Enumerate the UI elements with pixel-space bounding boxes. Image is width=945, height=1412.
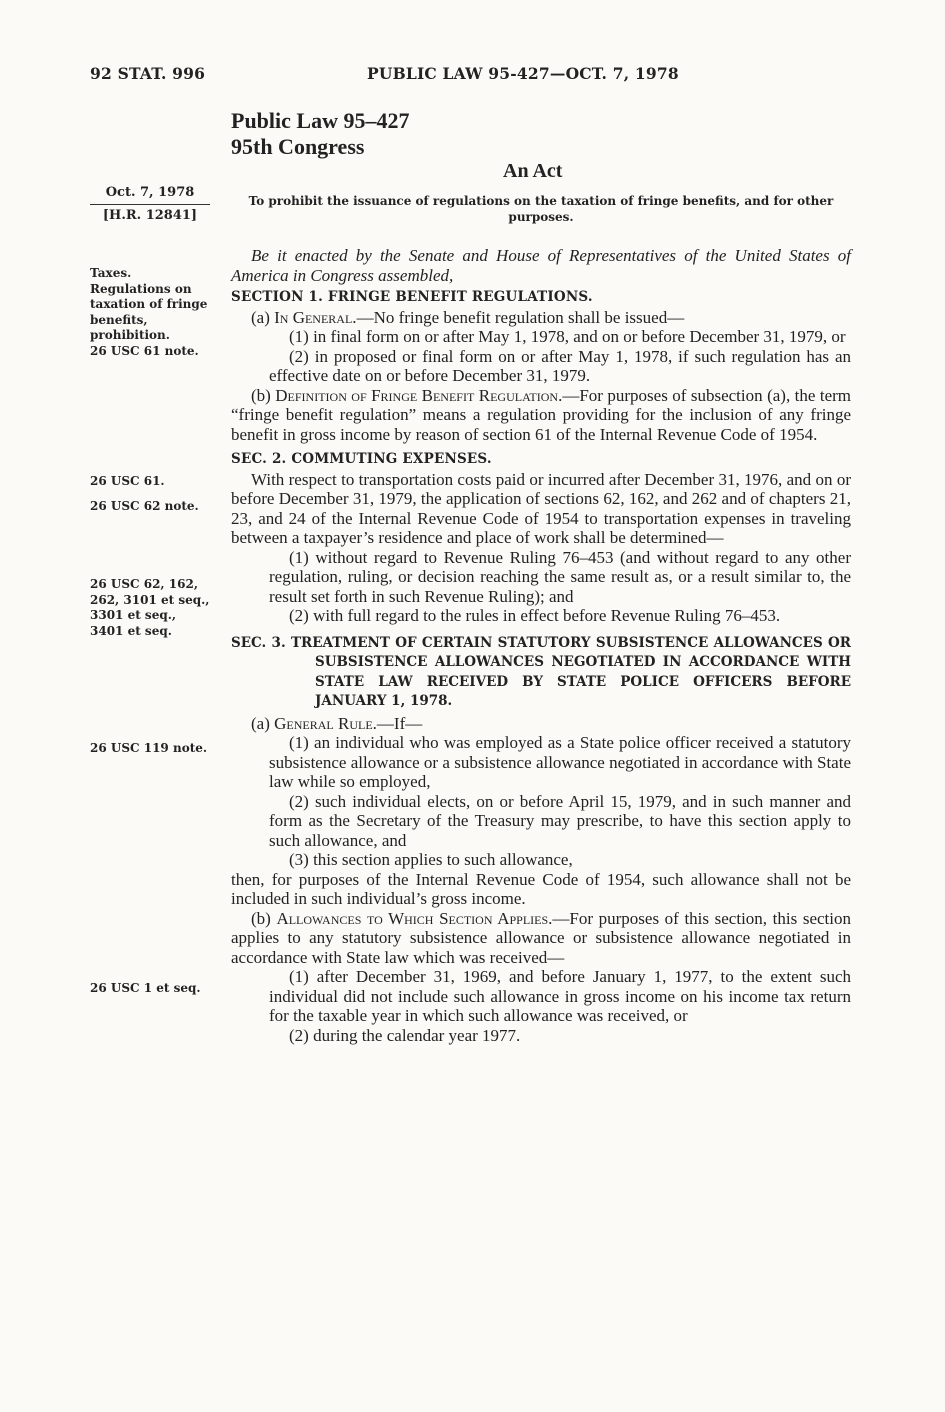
sec3-a-para-3: (3) this section applies to such allowance, — [289, 850, 573, 869]
bill-number: [H.R. 12841] — [102, 208, 198, 223]
sec1-a-para-2: (2) in proposed or final form on or after May 1, 1978, if such regulation has an effective date on or before December 31, 1979. — [269, 346, 851, 385]
margin-note-26usc62: 26 USC 62 note. — [90, 499, 199, 513]
margin-note: benefits, — [90, 312, 148, 327]
sec1-a-para-1: (1) in final form on or after May 1, 1978, and on or before December 31, 1979, or — [289, 327, 846, 346]
sec3-b-para-2: (2) during the calendar year 1977. — [289, 1025, 521, 1045]
running-head: PUBLIC LAW 95-427—OCT. 7, 1978 — [367, 64, 679, 83]
margin-note-26usc61: 26 USC 61. — [90, 474, 165, 488]
section-1-heading: SECTION 1. FRINGE BENEFIT REGULATIONS. — [231, 289, 593, 305]
page-stat-number: 92 STAT. 996 — [90, 64, 206, 83]
margin-note: 26 USC 61 note. — [90, 343, 199, 358]
section-3-heading: SEC. 3. TREATMENT OF CERTAIN STATUTORY SUBSISTENCE ALLOWANCES OR SUBSISTENCE ALLOWANCES NEGOTIATED IN ACCORDANCE WITH STATE LAW RECEIVED BY STATE POLICE OFFICERS BEFORE JANUARY 1, 1978. — [231, 634, 851, 709]
law-number: Public Law 95–427 — [231, 108, 410, 133]
margin-note: 3301 et seq., — [90, 608, 177, 622]
sec3-then-clause: then, for purposes of the Internal Revenue Code of 1954, such allowance shall not be included in such individual’s gross income. — [231, 869, 851, 908]
act-heading: An Act — [503, 160, 563, 182]
sec3-subsection-b: (b) Allowances to Which Section Applies.—For purposes of this section, this section applies to any statutory subsistence allowance or subsistence allowance negotiated in accordance with State law which was received— — [231, 908, 851, 967]
sec3-a-para-2: (2) such individual elects, on or before April 15, 1979, and in such manner and form as the Secretary of the Treasury may prescribe, to have this section apply to such allowance, and — [269, 791, 851, 850]
date-rule — [90, 204, 210, 205]
sec3-b-para-1: (1) after December 31, 1969, and before January 1, 1977, to the extent such individual did not include such allowance in gross income on his income tax return for the taxable year in which such allowance was received, or — [269, 967, 851, 1025]
sec3-a-para-1: (1) an individual who was employed as a State police officer received a statutory subsistence allowance or a subsistence allowance negotiated in accordance with State law while so employed, — [269, 733, 851, 791]
sec1-subsection-b: (b) Definition of Fringe Benefit Regulation.—For purposes of subsection (a), the term “fringe benefit regulation” means a regulation providing for the inclusion of any fringe benefit in gross income by reason of section 61 of the Internal Revenue Code of 1954. — [231, 385, 851, 444]
congress: 95th Congress — [231, 134, 365, 159]
sec1-subsection-a: (a) In General.—No fringe benefit regulation shall be issued— — [251, 307, 685, 327]
margin-note-26usc1: 26 USC 1 et seq. — [90, 981, 201, 995]
margin-note: 26 USC 62, 162, — [90, 577, 199, 591]
enacting-clause: Be it enacted by the Senate and House of Representatives of the United States of America in Congress assembled, — [231, 246, 851, 285]
margin-note: 3401 et seq. — [90, 623, 172, 638]
margin-note: 262, 3101 et seq., — [90, 592, 210, 607]
margin-notes-sec1 — [90, 266, 218, 359]
enactment-date: Oct. 7, 1978 — [105, 185, 195, 200]
sec2-text: With respect to transportation costs paid or incurred after December 31, 1976, and on or before December 31, 1979, the application of sections 62, 162, and 262 and of chapters 21, 23, and 24 of the Internal Revenue Code of 1954 to transportation expenses in traveling between a taxpayer’s residence and place of work shall be determined— — [231, 469, 851, 547]
sec2-para-1: (1) without regard to Revenue Ruling 76–453 (and without regard to any other regulation, ruling, or decision reaching the same result as, or a result similar to, the result set forth in such Revenue Ruling); and — [269, 547, 851, 606]
margin-note: prohibition. — [90, 328, 170, 342]
act-purpose: To prohibit the issuance of regulations on the taxation of fringe benefits, and for other purposes. — [248, 194, 834, 224]
margin-note-26usc119: 26 USC 119 note. — [90, 741, 208, 755]
sec2-para-2: (2) with full regard to the rules in effect before Revenue Ruling 76–453. — [289, 606, 781, 625]
section-2-heading: SEC. 2. COMMUTING EXPENSES. — [231, 451, 492, 467]
margin-note: Taxes. — [90, 266, 132, 280]
margin-note: taxation of fringe — [90, 297, 208, 311]
sec3-subsection-a: (a) General Rule.—If— — [251, 713, 423, 733]
act-body — [231, 246, 851, 1045]
margin-notes-sec2 — [90, 577, 218, 639]
margin-note: Regulations on — [90, 281, 192, 296]
